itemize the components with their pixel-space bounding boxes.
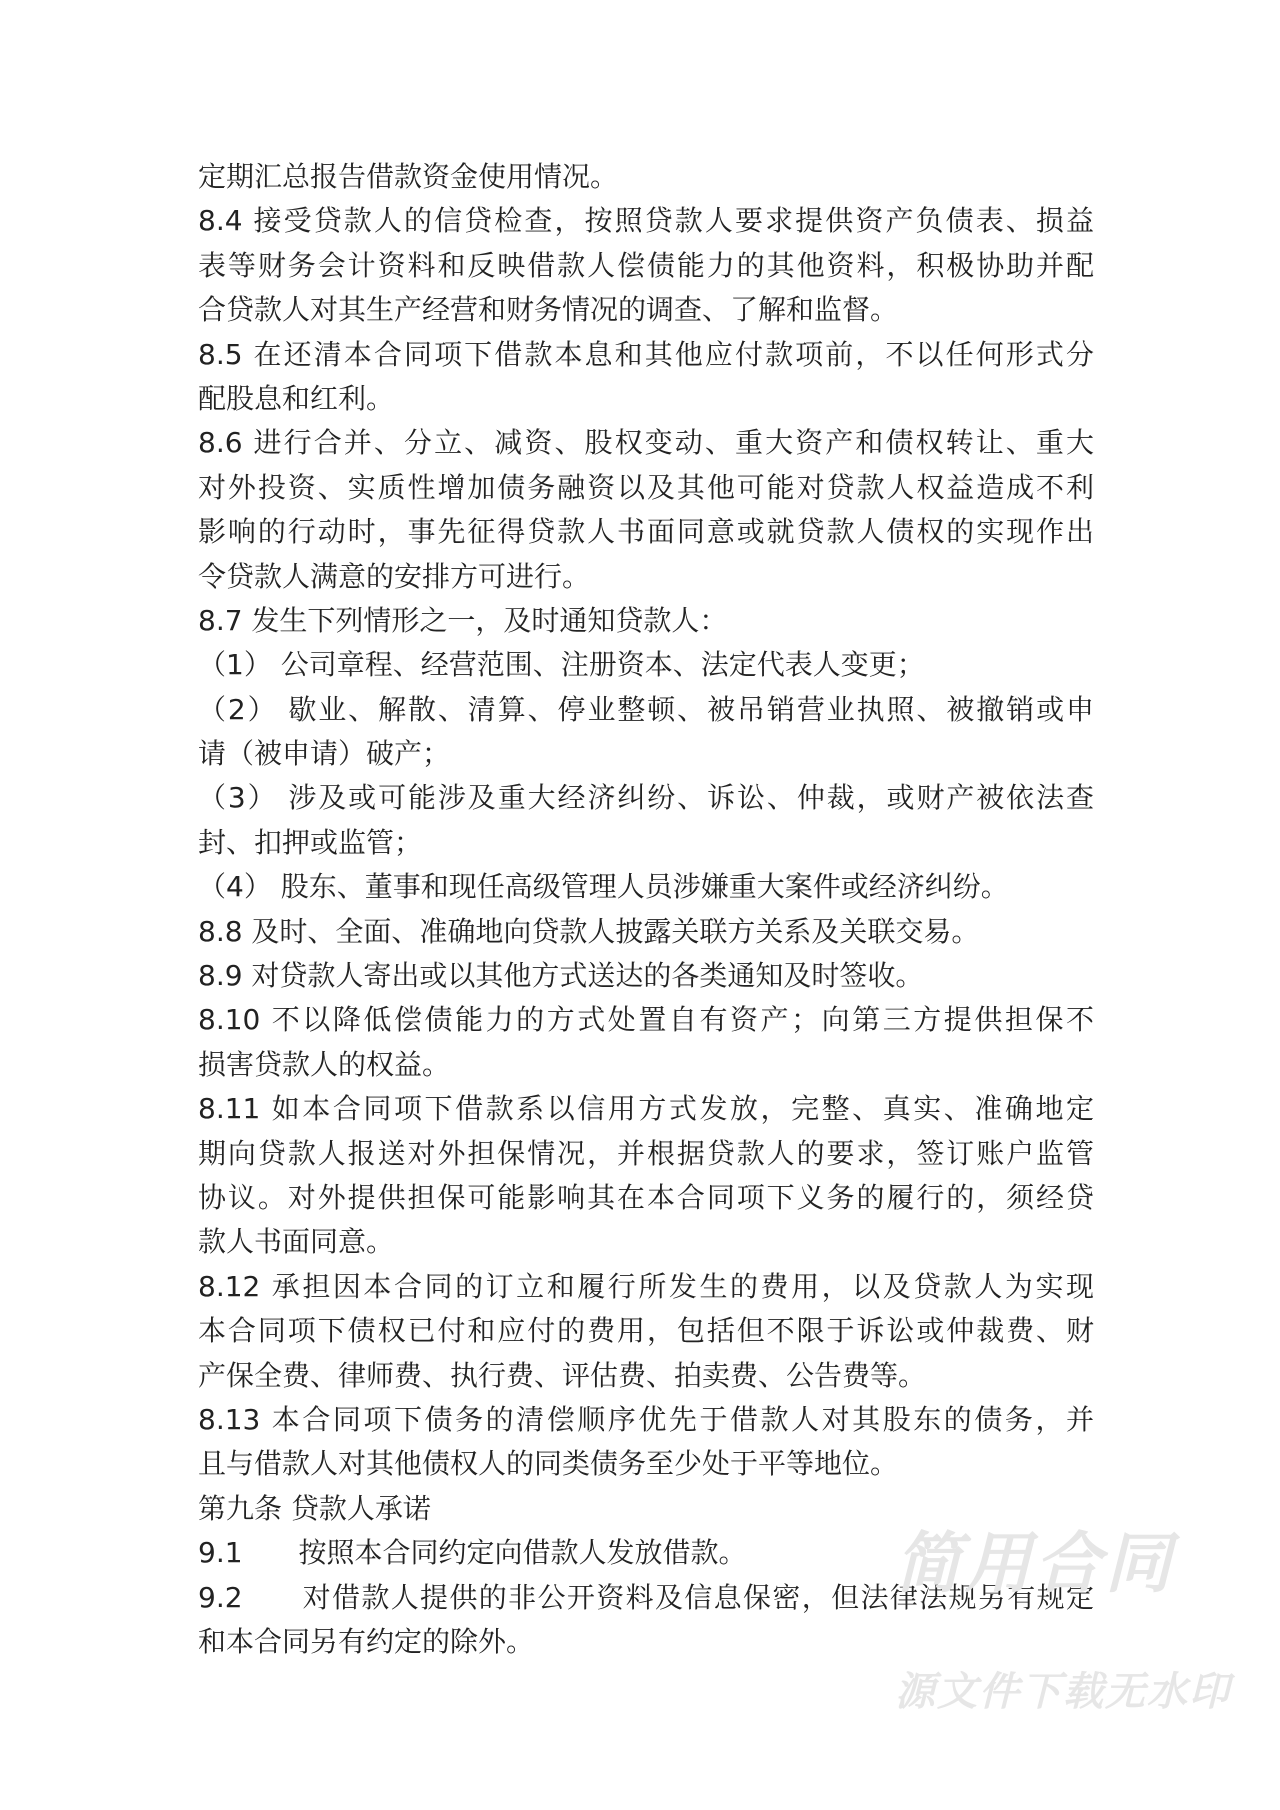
text-line: 且与借款人对其他债权人的同类债务至少处于平等地位。 bbox=[198, 1447, 899, 1481]
text-line: 令贷款人满意的安排方可进行。 bbox=[198, 559, 591, 593]
text-line: 8.7 发生下列情形之一，及时通知贷款人： bbox=[198, 603, 728, 637]
text-line: 和本合同另有约定的除外。 bbox=[198, 1624, 535, 1658]
text-line: 8.8 及时、全面、准确地向贷款人披露关联方关系及关联交易。 bbox=[198, 914, 980, 948]
text-line: （3） 涉及或可能涉及重大经济纠纷、诉讼、仲裁，或财产被依法查 bbox=[198, 781, 1094, 815]
text-line: 对外投资、实质性增加债务融资以及其他可能对贷款人权益造成不利 bbox=[198, 470, 1094, 504]
text-line: 8.9 对贷款人寄出或以其他方式送达的各类通知及时签收。 bbox=[198, 959, 924, 993]
text-line: 8.12 承担因本合同的订立和履行所发生的费用，以及贷款人为实现 bbox=[198, 1269, 1094, 1303]
text-line: 8.10 不以降低偿债能力的方式处置自有资产；向第三方提供担保不 bbox=[198, 1003, 1094, 1037]
text-line: 8.5 在还清本合同项下借款本息和其他应付款项前，不以任何形式分 bbox=[198, 337, 1094, 371]
text-line: 损害贷款人的权益。 bbox=[198, 1047, 451, 1081]
text-line: 第九条 贷款人承诺 bbox=[198, 1491, 431, 1525]
watermark-title: 简用合同 bbox=[895, 1525, 1175, 1602]
text-line: 8.4 接受贷款人的信贷检查，按照贷款人要求提供资产负债表、损益 bbox=[198, 204, 1094, 238]
text-line: 款人书面同意。 bbox=[198, 1225, 395, 1259]
text-line: 封、扣押或监管； bbox=[198, 825, 423, 859]
document-body bbox=[198, 155, 1094, 1664]
text-line: 8.6 进行合并、分立、减资、股权变动、重大资产和债权转让、重大 bbox=[198, 426, 1094, 460]
text-line: 表等财务会计资料和反映借款人偿债能力的其他资料，积极协助并配 bbox=[198, 248, 1094, 282]
text-line: 8.11 如本合同项下借款系以信用方式发放，完整、真实、准确地定 bbox=[198, 1092, 1094, 1126]
text-line: 产保全费、律师费、执行费、评估费、拍卖费、公告费等。 bbox=[198, 1358, 927, 1392]
text-line: 协议。对外提供担保可能影响其在本合同项下义务的履行的，须经贷 bbox=[198, 1180, 1094, 1214]
text-line: 定期汇总报告借款资金使用情况。 bbox=[198, 160, 619, 193]
text-line: 影响的行动时，事先征得贷款人书面同意或就贷款人债权的实现作出 bbox=[198, 515, 1094, 549]
text-line: 本合同项下债权已付和应付的费用，包括但不限于诉讼或仲裁费、财 bbox=[198, 1314, 1094, 1348]
text-line: （4） 股东、董事和现任高级管理人员涉嫌重大案件或经济纠纷。 bbox=[198, 870, 1009, 904]
text-line: 8.13 本合同项下债务的清偿顺序优先于借款人对其股东的债务，并 bbox=[198, 1402, 1094, 1436]
text-line: （2） 歇业、解散、清算、停业整顿、被吊销营业执照、被撤销或申 bbox=[198, 692, 1094, 726]
text-line: （1） 公司章程、经营范围、注册资本、法定代表人变更； bbox=[198, 648, 925, 682]
text-line: 请（被申请）破产； bbox=[198, 737, 451, 771]
watermark-subtitle: 源文件下载无水印 bbox=[895, 1669, 1231, 1715]
text-line: 配股息和红利。 bbox=[198, 381, 395, 415]
text-line: 期向贷款人报送对外担保情况，并根据贷款人的要求，签订账户监管 bbox=[198, 1136, 1094, 1170]
text-line: 9.2 对借款人提供的非公开资料及信息保密，但法律法规另有规定 bbox=[198, 1580, 1094, 1614]
text-line: 合贷款人对其生产经营和财务情况的调查、了解和监督。 bbox=[198, 293, 899, 327]
text-line: 9.1 按照本合同约定向借款人发放借款。 bbox=[198, 1536, 747, 1570]
